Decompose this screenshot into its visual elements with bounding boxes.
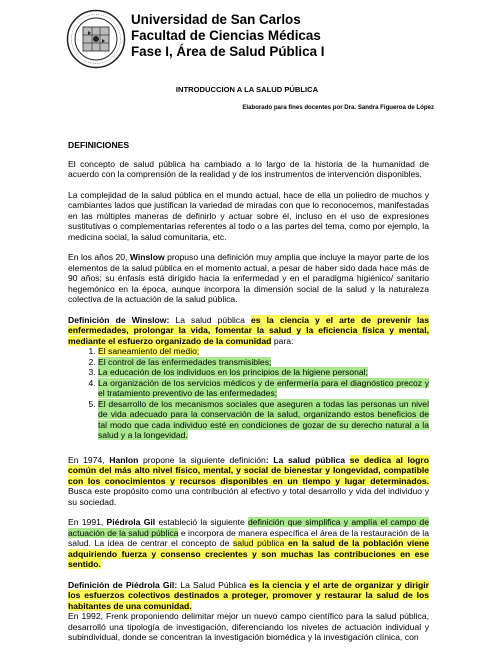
paragraph-winslow-definition: Definición de Winslow: La salud pública es la ciencia y el arte de prevenir las enfermedades, prolongar la vida, fomentar la salud y la eficiencia física y mental, mediante el esfuerzo organizado de la comunidad para:	[68, 314, 429, 346]
list-item: 3. La educación de los individuos en los principios de la higiene personal;	[98, 367, 429, 378]
document-author: Elaborado para fines docentes por Dra. Sandra Figueroa de López	[242, 104, 434, 111]
paragraph-piedrola-definition: Definición de Piédrola Gil: La Salud Pública es la ciencia y el arte de organizar y dirigir los esfuerzos colectivos destinados a proteger, promover y restaurar la salud de los habitantes de una comunidad.	[68, 579, 429, 611]
faculty-name: Facultad de Ciencias Médicas	[131, 28, 321, 43]
paragraph-hanlon: En 1974, Hanlon propone la siguiente definición: La salud pública se dedica al logro común del más alto nivel físico, mental, y social de bienestar y longevidad, compatible con los conocimientos y recursos disponibles en un tiempo y lugar determinados. Busca este propósito como una contribución al efectivo y total desarrollo y vida del individuo y su sociedad.	[68, 454, 430, 507]
list-item: 2. El control de las enfermedades transmisibles;	[98, 357, 429, 368]
paragraph-concept: El concepto de salud pública ha cambiado a lo largo de la historia de la humanidad de acuerdo con la comprensión de la realidad y de los instrumentos de intervención disponibles.	[68, 158, 429, 179]
list-item: 5. El desarrollo de los mecanismos sociales que aseguren a todas las personas un nivel de vida adecuado para la conservación de la salud, organizando estos beneficios de tal modo que cada individuo esté en condiciones de gozar de su derecho natural a la salud y a la longevidad.	[98, 399, 429, 441]
section-heading: DEFINICIONES	[68, 140, 130, 150]
paragraph-frenk: En 1992, Frenk proponiendo delimitar mejor un nuevo campo científico para la salud pública, desarrolló una tipología de investigación, diferenciando los niveles de actuación individual y subindividual, donde se concentran la investigación biomédica y la investigación clínica, con	[68, 611, 429, 642]
document-body	[68, 140, 429, 653]
university-seal-icon	[66, 9, 126, 69]
document-title: INTRODUCCION A LA SALUD PÚBLICA	[175, 85, 319, 94]
phase-name: Fase I, Área de Salud Pública I	[131, 44, 325, 59]
list-item: 4. La organización de los servicios médicos y de enfermería para el diagnóstico precoz y el tratamiento preventivo de las enfermedades;	[98, 378, 429, 399]
paragraph-piedrola: En 1991, Piédrola Gil estableció la siguiente definición que simplifica y amplía el campo de actuación de la salud pública e incorpora de manera específica el área de la restauración de la salud. La idea de centrar el concepto de salud pública en la salud de la población viene adquiriendo fuerza y consenso crecientes y son muchas las contribuciones en ese sentido.	[68, 517, 430, 569]
header-block	[131, 12, 325, 60]
university-name: Universidad de San Carlos	[131, 12, 301, 27]
winslow-list	[68, 346, 429, 441]
paragraph-complexity: La complejidad de la salud pública en el mundo actual, hace de ella un poliedro de muchos y cambiantes lados que justifican la variedad de miradas con que lo reconocemos, manifestadas en las múltiples maneras de definirlo y actuar sobre él, incluso en el uso de expresiones sustitutivas o complementarias referentes al todo o a las partes del tema, como por ejemplo, la medicina social, la salud comunitaria, etc.	[68, 189, 429, 242]
paragraph-winslow-intro: En los años 20, Winslow propuso una definición muy amplia que incluye la mayor parte de los elementos de la salud pública en el momento actual, a pesar de haber sido dada hace más de 90 años; su énfasis está dirigido hacia la enfermedad y en el paradigma higiénico/ sanitario hegemónico en la época, aunque incorpora la dimensión social de la salud y la naturaleza colectiva de la actuación de la salud pública.	[68, 252, 429, 304]
list-item: 1. El saneamiento del medio;	[98, 346, 429, 357]
